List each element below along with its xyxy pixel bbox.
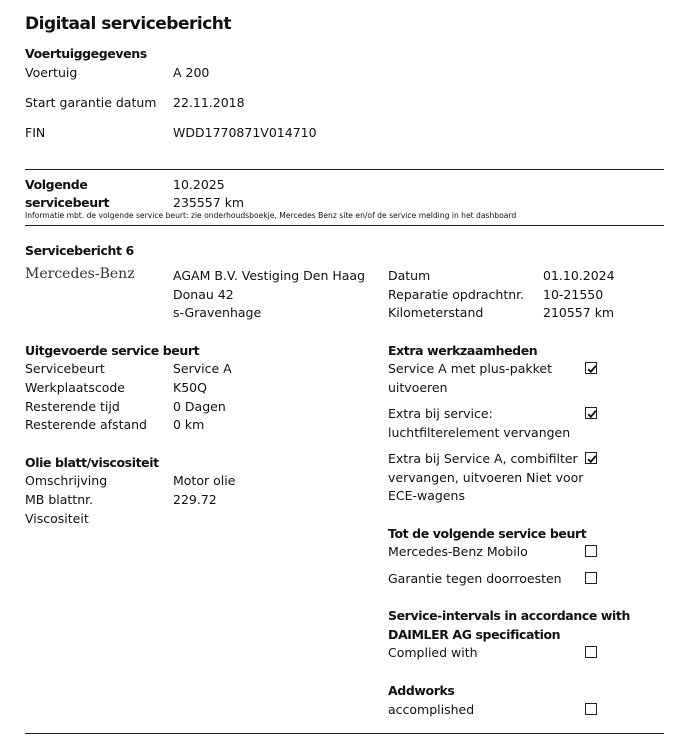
oil-sheet-value: 229.72 — [173, 492, 217, 507]
next-service-label-2: servicebeurt — [25, 195, 110, 210]
extra-item-3-line-2: vervangen, uitvoeren Niet voor — [388, 470, 584, 485]
extra-item-3-line-3: ECE-wagens — [388, 488, 465, 503]
next-service-label-1: Volgende — [25, 177, 88, 192]
date-value: 01.10.2024 — [543, 268, 615, 283]
warranty-start-value: 22.11.2018 — [173, 95, 245, 110]
accomplished-label: accomplished — [388, 702, 475, 717]
accomplished-checkbox[interactable] — [585, 703, 597, 715]
order-number-label: Reparatie opdrachtnr. — [388, 287, 525, 302]
next-service-km: 235557 km — [173, 195, 245, 210]
order-number-value: 10-21550 — [543, 287, 604, 302]
intervals-heading-1: Service-intervals in accordance with — [388, 608, 630, 623]
mileage-value: 210557 km — [543, 305, 615, 320]
oil-sheet-label: MB blattnr. — [25, 492, 94, 507]
viscosity-label: Viscositeit — [25, 511, 89, 526]
check-icon — [586, 453, 598, 465]
extra-work-heading: Extra werkzaamheden — [388, 343, 538, 358]
divider — [25, 733, 664, 734]
next-service-note: Informatie mbt. de volgende service beurt: zie onderhoudsboekje, Mercedes Benz site en/of de service melding in het dashboard — [25, 211, 517, 220]
extra-item-2-checkbox[interactable] — [585, 407, 597, 419]
fin-label: FIN — [25, 125, 46, 140]
remaining-distance-value: 0 km — [173, 417, 205, 432]
dealer-street: Donau 42 — [173, 287, 234, 302]
complied-with-label: Complied with — [388, 645, 478, 660]
dealer-name: AGAM B.V. Vestiging Den Haag — [173, 268, 366, 283]
check-icon — [586, 408, 598, 420]
extra-item-3-checkbox[interactable] — [585, 452, 597, 464]
date-label: Datum — [388, 268, 431, 283]
report-heading: Servicebericht 6 — [25, 243, 134, 258]
performed-heading: Uitgevoerde service beurt — [25, 343, 200, 358]
rust-warranty-label: Garantie tegen doorroesten — [388, 571, 562, 586]
service-type-label: Servicebeurt — [25, 361, 105, 376]
vehicle-heading: Voertuiggegevens — [25, 46, 147, 61]
workshop-code-value: K50Q — [173, 380, 207, 395]
complied-with-checkbox[interactable] — [585, 646, 597, 658]
fin-value: WDD1770871V014710 — [173, 125, 317, 140]
oil-heading: Olie blatt/viscositeit — [25, 455, 159, 470]
check-icon — [586, 363, 598, 375]
remaining-distance-label: Resterende afstand — [25, 417, 147, 432]
next-service-date: 10.2025 — [173, 177, 225, 192]
service-type-value: Service A — [173, 361, 232, 376]
addworks-heading: Addworks — [388, 683, 455, 698]
until-next-heading: Tot de volgende service beurt — [388, 526, 587, 541]
workshop-code-label: Werkplaatscode — [25, 380, 125, 395]
mobilo-label: Mercedes-Benz Mobilo — [388, 544, 528, 559]
vehicle-value: A 200 — [173, 65, 210, 80]
extra-item-2-line-2: luchtfilterelement vervangen — [388, 425, 571, 440]
divider — [25, 169, 664, 170]
dealer-city: s-Gravenhage — [173, 305, 262, 320]
extra-item-1-checkbox[interactable] — [585, 362, 597, 374]
page-title: Digitaal servicebericht — [25, 14, 232, 34]
warranty-start-label: Start garantie datum — [25, 95, 157, 110]
oil-description-label: Omschrijving — [25, 473, 108, 488]
remaining-time-value: 0 Dagen — [173, 399, 226, 414]
mobilo-checkbox[interactable] — [585, 545, 597, 557]
oil-description-value: Motor olie — [173, 473, 236, 488]
remaining-time-label: Resterende tijd — [25, 399, 120, 414]
divider — [25, 225, 664, 226]
rust-warranty-checkbox[interactable] — [585, 572, 597, 584]
vehicle-label: Voertuig — [25, 65, 78, 80]
extra-item-1-line-1: Service A met plus-pakket — [388, 361, 553, 376]
intervals-heading-2: DAIMLER AG specification — [388, 627, 561, 642]
extra-item-3-line-1: Extra bij Service A, combifilter — [388, 451, 578, 466]
extra-item-1-line-2: uitvoeren — [388, 380, 448, 395]
mercedes-benz-logo: Mercedes-Benz — [25, 266, 135, 282]
extra-item-2-line-1: Extra bij service: — [388, 406, 493, 421]
mileage-label: Kilometerstand — [388, 305, 484, 320]
